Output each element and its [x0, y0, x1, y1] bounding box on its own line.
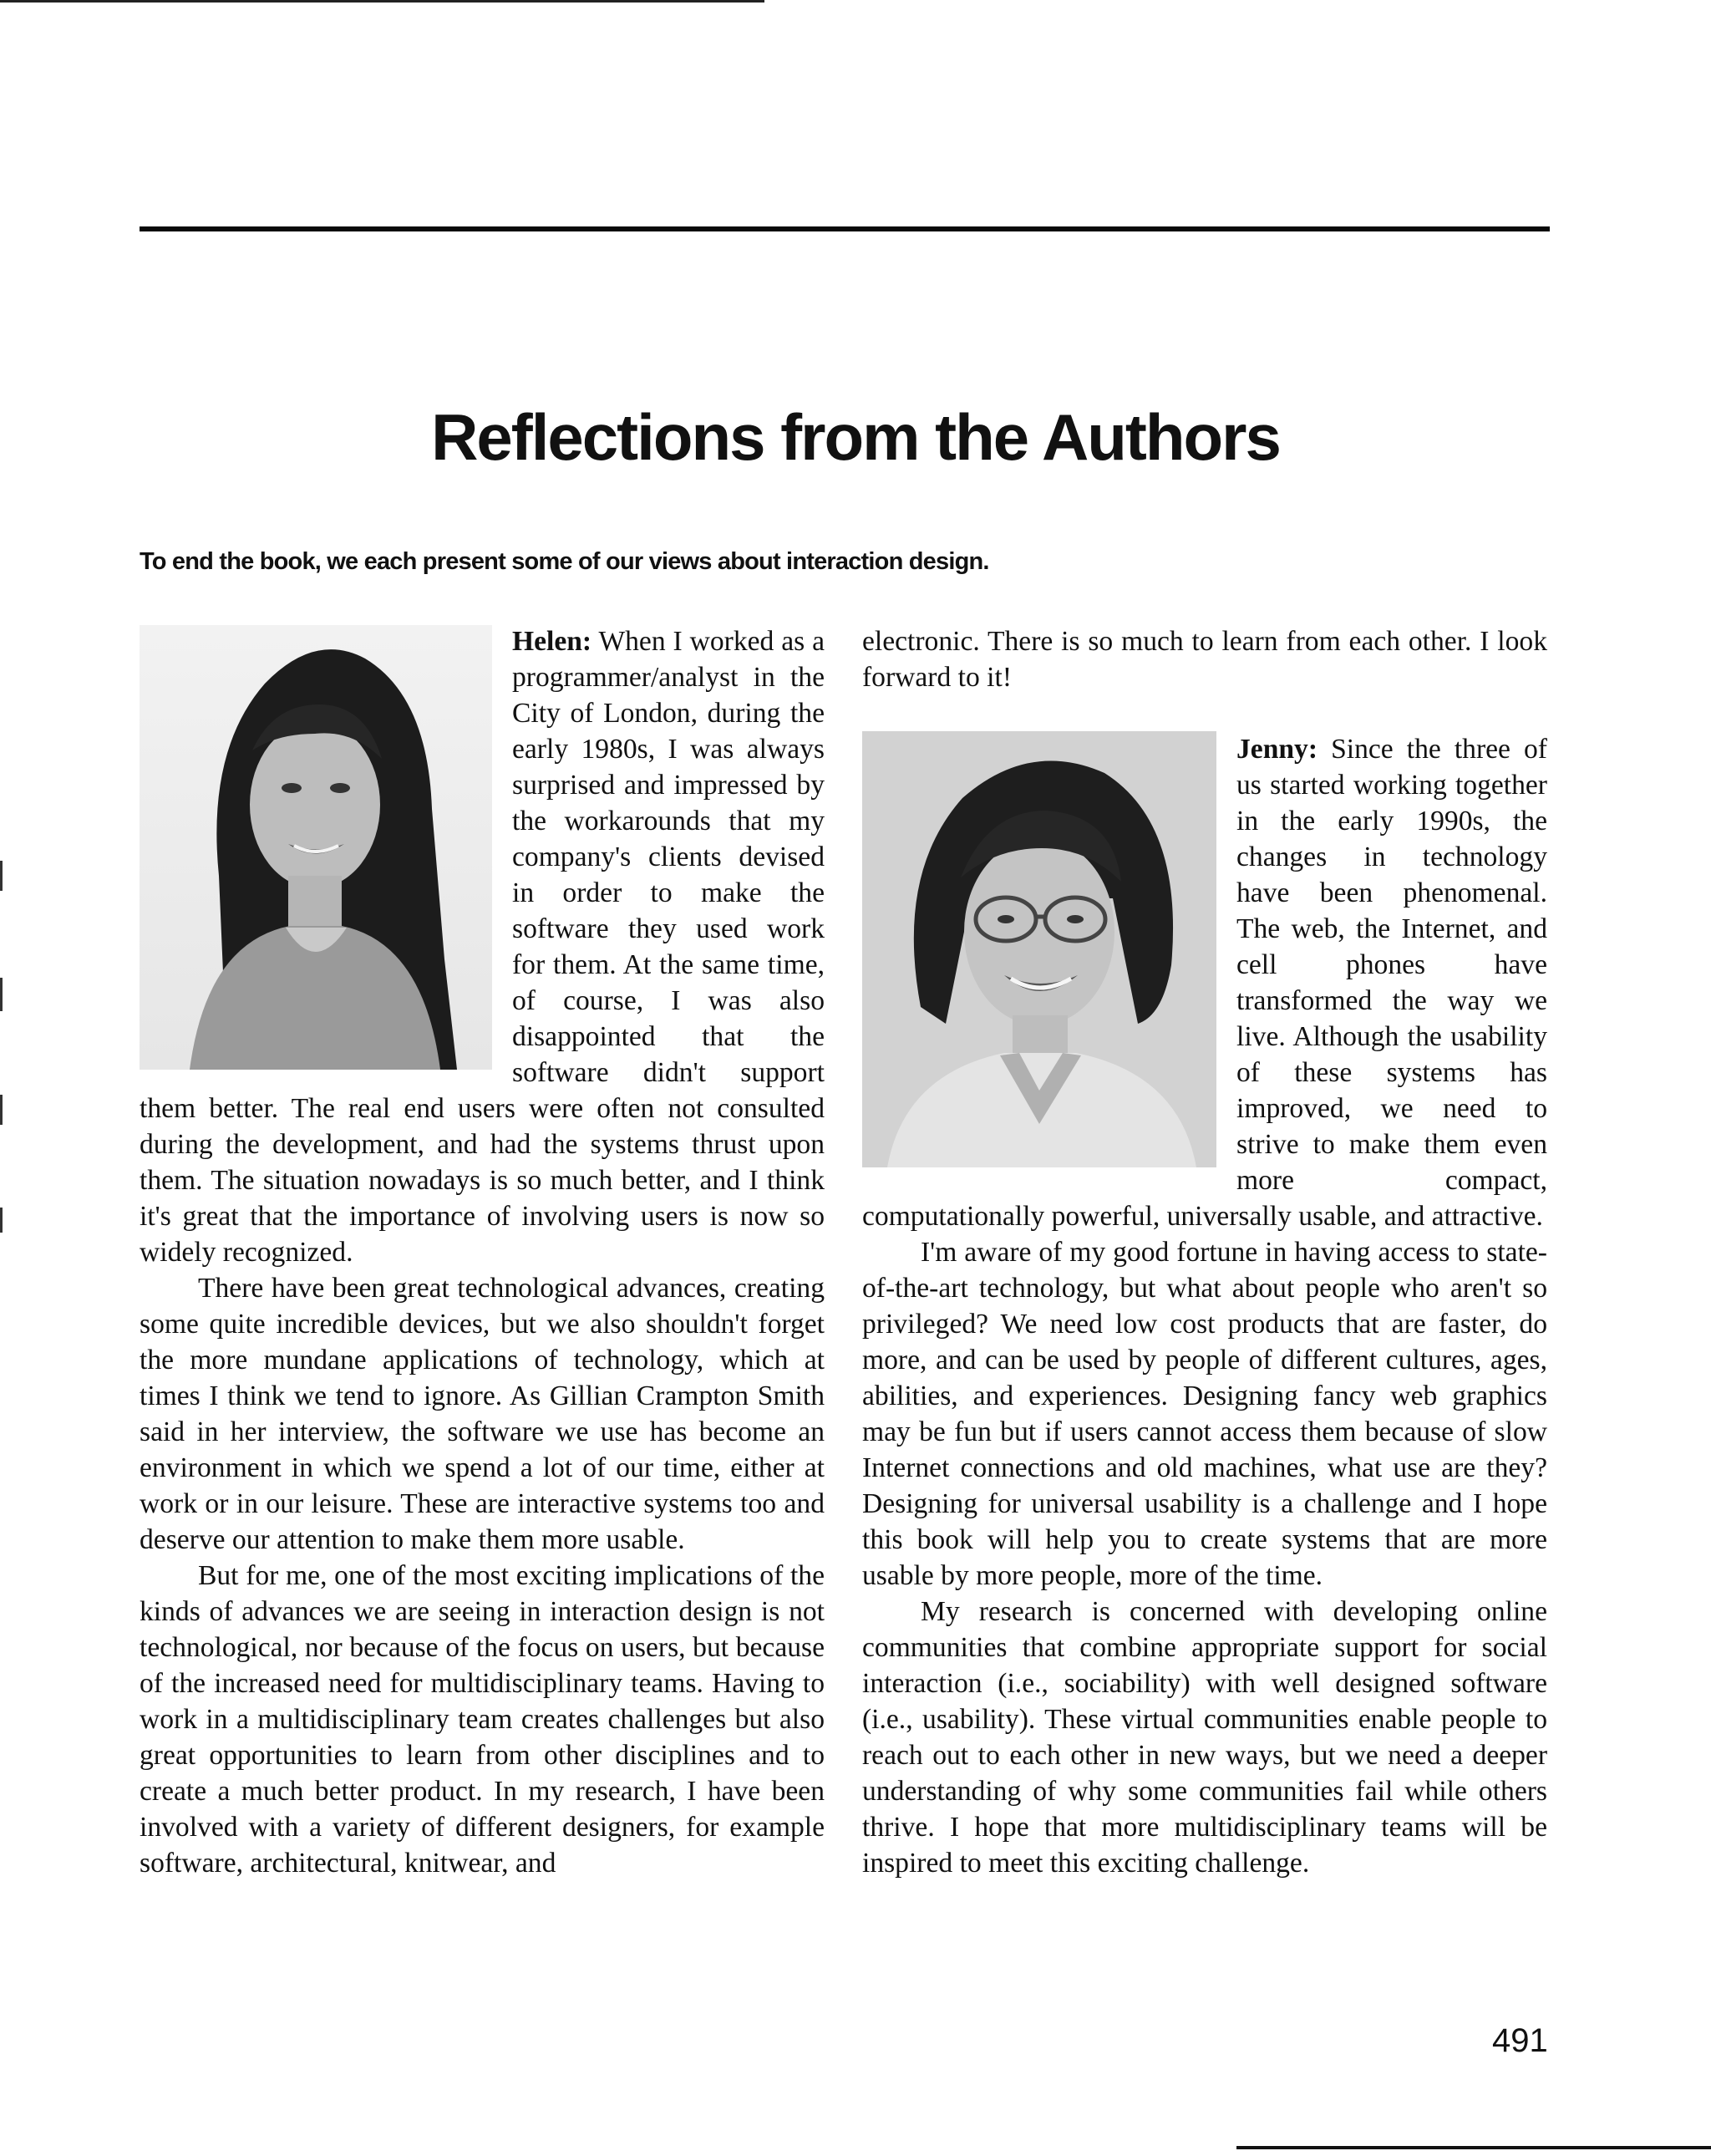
jenny-paragraph-1: Since the three of us started working together in the early 1990s, the changes in technology have been phenomenal. The web, the Internet, and cell phones have transformed the way we live. Although the usability of these systems has improved, we need to strive to make them even more compact, computationally powerful, universally usable, and attractive. [862, 734, 1547, 1232]
page-number: 491 [1492, 2022, 1548, 2059]
scan-edge-mark [0, 1095, 3, 1125]
helen-portrait-photo [140, 625, 492, 1070]
left-column [140, 623, 825, 1881]
helen-portrait-image [140, 625, 492, 1070]
helen-paragraph-1: When I worked as a programmer/analyst in the City of London, during the early 1980s, I was always surprised and impressed by the workarounds that my company's clients devised in order to make the software they used work for them. At the same time, of course, I was also disappointed that the software didn't support them better. The real end users were often not consulted during the development, and had the systems thrust upon them. The situation nowadays is so much better, and I think it's great that the importance of involving users is now so widely recognized. [140, 626, 825, 1268]
scan-edge-mark [0, 978, 3, 1011]
helen-continuation: electronic. There is so much to learn from each other. I look forward to it! [862, 626, 1547, 693]
jenny-paragraph-3: My research is concerned with developing online communities that combine appropriate support for social interaction (i.e., sociability) with well designed software (i.e., usability). These virtual communities enable people to reach out to each other in new ways, but we need a deeper understanding of why some communities fail while others thrive. I hope that more multidisciplinary teams will be inspired to meet this exciting challenge. [862, 1596, 1547, 1879]
scan-edge-line-bottom [1236, 2146, 1711, 2149]
scan-edge-mark [0, 861, 3, 891]
header-rule [140, 226, 1550, 231]
jenny-portrait-photo [862, 731, 1216, 1167]
intro-text: To end the book, we each present some of our views about interaction design. [140, 548, 989, 575]
right-column [862, 623, 1547, 1881]
jenny-paragraph-2: I'm aware of my good fortune in having access to state-of-the-art technology, but what about people who aren't so privileged? We need low cost products that are faster, do more, and can be used by people of different cultures, ages, abilities, and experiences. Designing fancy web graphics may be fun but if users cannot access them because of slow Internet connections and old machines, what use are they? Designing for universal usability is a challenge and I hope this book will help you to create systems that are more usable by more people, more of the time. [862, 1237, 1547, 1591]
helen-paragraph-2: There have been great technological advances, creating some quite incredible devices, but we also shouldn't forget the more mundane applications of technology, which at times I think we tend to ignore. As Gillian Crampton Smith said in her interview, the software we use has become an environment in which we spend a lot of our time, either at work or in our leisure. These are interactive systems too and deserve our attention to make them more usable. [140, 1273, 825, 1555]
page-title: Reflections from the Authors [431, 400, 1280, 474]
helen-paragraph-3: But for me, one of the most exciting implications of the kinds of advances we are seeing in interaction design is not technological, nor because of the focus on users, but because of the increased need for multidisciplinary teams. Having to work in a multidisciplinary team creates challenges but also great opportunities to learn from other disciplines and to create a much better product. In my research, I have been involved with a variety of different designers, for example software, architectural, knitwear, and [140, 1560, 825, 1879]
jenny-portrait-image [862, 731, 1216, 1167]
jenny-speaker-label: Jenny: [1236, 734, 1318, 765]
scan-edge-mark [0, 1208, 3, 1233]
scan-edge-line-top [0, 0, 764, 3]
helen-speaker-label: Helen: [512, 626, 592, 657]
